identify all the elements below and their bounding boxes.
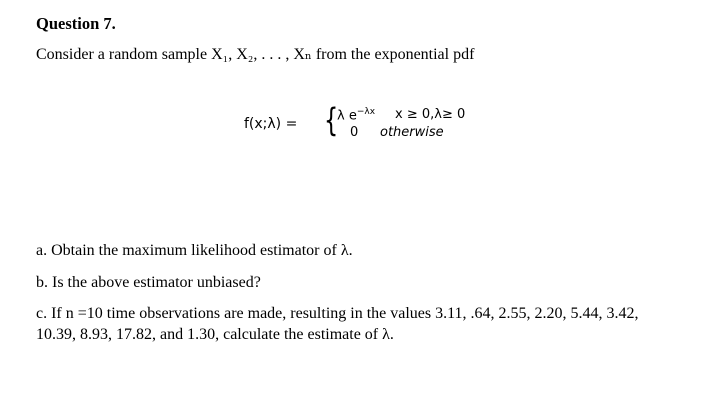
question-heading: Question 7.: [36, 14, 116, 33]
left-brace-icon: {: [324, 101, 339, 139]
formula-case2-expression: 0: [350, 125, 359, 140]
question-intro: Consider a random sample X₁, X₂, . . . , Xₙ from the exponential pdf: [36, 46, 475, 63]
formula-case2-condition: otherwise: [380, 125, 444, 140]
part-c-text-line2: 10.39, 8.93, 17.82, and 1.30, calculate the estimate of λ.: [36, 326, 394, 343]
part-a-text: a. Obtain the maximum likelihood estimator of λ.: [36, 242, 353, 259]
formula-case1-expression: λ $e^{-\lambda x}$: [337, 107, 376, 124]
formula-lhs: f(x;λ) =: [244, 116, 298, 132]
part-c-text-line1: c. If n =10 time observations are made, resulting in the values 3.11, .64, 2.55, 2.20, 5.44, 3.42,: [36, 305, 639, 322]
formula-case1-condition: x ≥ 0,λ≥ 0: [395, 107, 466, 122]
part-b-text: b. Is the above estimator unbiased?: [36, 274, 261, 291]
